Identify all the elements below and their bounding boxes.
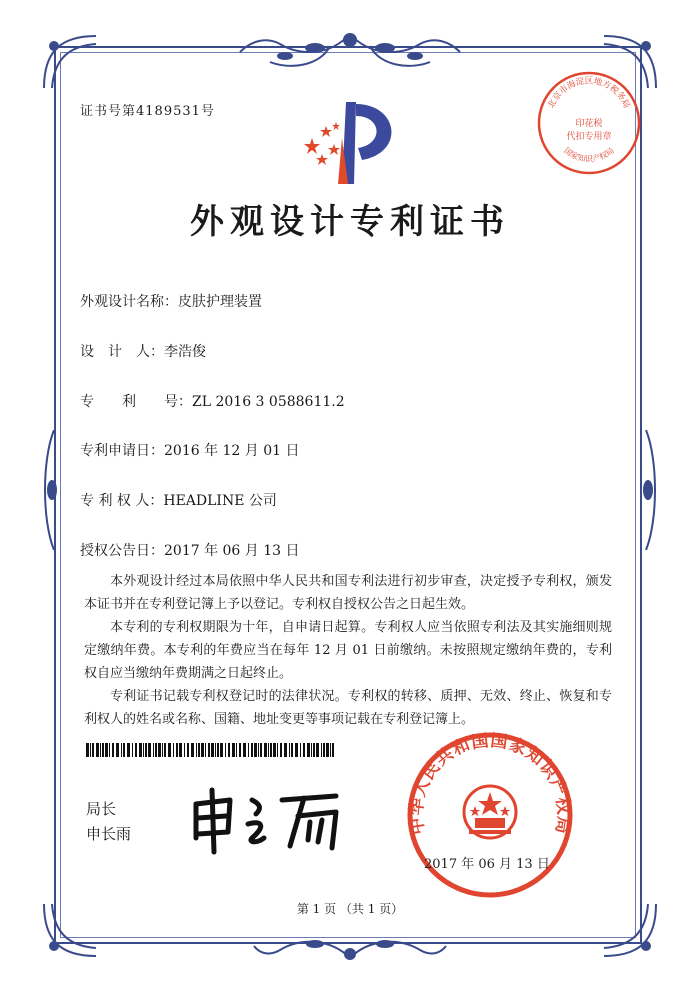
small-seal-arc-text: 北京市海淀区地方税务局 <box>546 76 632 111</box>
patentee-value: HEADLINE 公司 <box>163 493 277 509</box>
design-name-row <box>80 291 262 311</box>
official-seal <box>405 730 575 904</box>
left-side-ornament <box>40 430 64 550</box>
small-seal-bottom-text: 国家知识产权局 <box>562 145 616 164</box>
designer-row <box>80 341 206 361</box>
design-name-value: 皮肤护理装置 <box>178 294 262 310</box>
corner-ornament-top-left <box>40 32 100 92</box>
official-seal-text: 中华人民共和国国家知识产权局 <box>406 730 574 836</box>
patentee-row <box>80 490 277 510</box>
top-ornament <box>230 26 470 76</box>
barcode <box>86 742 336 761</box>
svg-text:北京市海淀区地方税务局 <box>546 75 632 110</box>
paragraph-legal: 专利证书记载专利权登记时的法律状况。专利权的转移、质押、无效、终止、恢复和专利权人的姓名或名称、国籍、地址变更等事项记载在专利登记簿上。 <box>84 689 612 727</box>
designer-value: 李浩俊 <box>164 344 206 360</box>
director-title: 局长 <box>86 800 117 818</box>
patent-number-label: 专 利 号： <box>80 394 192 410</box>
grant-date-value: 2017 年 06 月 13 日 <box>164 543 300 559</box>
certificate-number: 证书号第4189531号 <box>80 104 215 119</box>
grant-date-row <box>80 540 300 560</box>
body-text <box>84 570 612 731</box>
svg-text:国家知识产权局 <box>562 146 616 164</box>
right-side-ornament <box>636 430 660 550</box>
designer-label: 设 计 人： <box>80 344 164 360</box>
paragraph-term: 本专利的专利权期限为十年，自申请日起算。专利权人应当依照专利法及其实施细则规定缴纳年费。本专利的年费应当在每年 12 月 01 日前缴纳。未按照规定缴纳年费的，专利权自应当缴纳年费期满之日起终止。 <box>84 620 612 681</box>
patent-number-value: ZL 2016 3 0588611.2 <box>192 394 345 410</box>
patent-number-row <box>80 391 345 411</box>
small-seal-inner-line1: 印花税 <box>575 119 603 129</box>
paragraph-grant: 本外观设计经过本局依照中华人民共和国专利法进行初步审查，决定授予专利权，颁发本证书并在专利登记簿上予以登记。专利权自授权公告之日起生效。 <box>84 574 612 612</box>
patent-office-logo <box>298 98 408 192</box>
tax-stamp-seal <box>534 68 644 182</box>
grant-date-label: 授权公告日： <box>80 543 164 559</box>
filing-date-label: 专利申请日： <box>80 443 164 459</box>
issue-date: 2017 年 06 月 13 日 <box>424 857 550 872</box>
filing-date-row <box>80 440 300 460</box>
certificate-title: 外观设计专利证书 <box>190 202 510 242</box>
bottom-ornament <box>250 928 450 968</box>
director-name: 申长雨 <box>86 825 132 843</box>
design-name-label: 外观设计名称： <box>80 294 178 310</box>
filing-date-value: 2016 年 12 月 01 日 <box>164 443 300 459</box>
small-seal-inner-line2: 代扣专用章 <box>566 132 612 142</box>
page-number: 第 1 页 （共 1 页） <box>296 902 404 916</box>
director-signature <box>186 786 356 860</box>
patentee-label: 专 利 权 人： <box>80 493 164 509</box>
national-emblem-icon <box>464 786 516 838</box>
